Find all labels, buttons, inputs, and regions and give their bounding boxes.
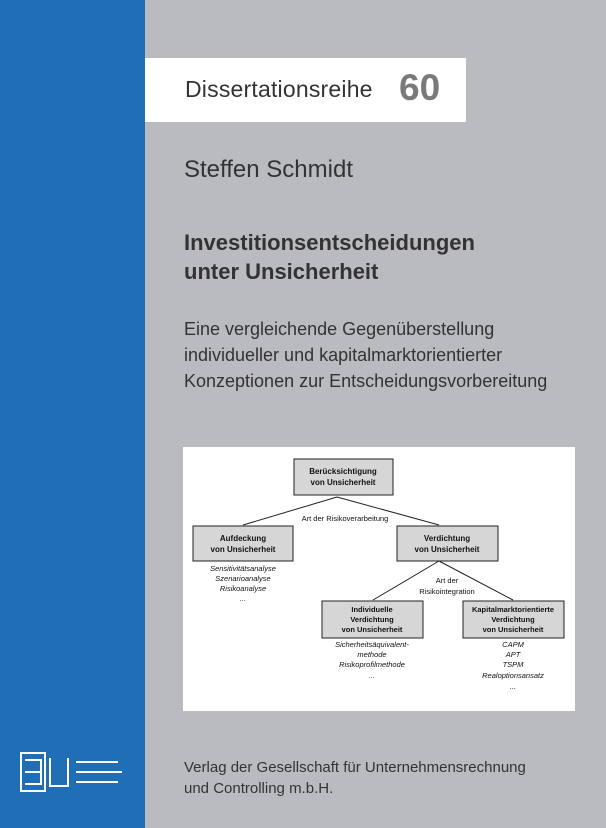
method-item: Szenarioanalyse: [215, 574, 271, 583]
method-item: ...: [509, 682, 517, 691]
method-item: ...: [239, 594, 247, 603]
method-item: methode: [357, 650, 387, 659]
kapitalmarkt-line: von Unsicherheit: [482, 625, 544, 634]
method-item: Risikoprofilmethode: [339, 660, 405, 669]
title-line: Investitionsentscheidungen: [184, 230, 475, 255]
individuell-node: [322, 601, 423, 638]
blue-spine: [0, 0, 145, 828]
edge-label-risikoverarbeitung: Art der Risikoverarbeitung: [301, 514, 389, 523]
subtitle-line: Eine vergleichende Gegenüberstellung: [184, 319, 495, 339]
series-number: 60: [399, 67, 441, 108]
subtitle-line: individueller und kapitalmarktorientierter: [184, 345, 503, 365]
root-line: von Unsicherheit: [310, 478, 376, 487]
kapitalmarkt-line: Verdichtung: [491, 615, 535, 624]
individuell-line: Verdichtung: [350, 615, 394, 624]
publisher-line: Verlag der Gesellschaft für Unternehmensrechnung: [184, 759, 526, 776]
series-label: Dissertationsreihe: [185, 76, 373, 102]
cover-diagram: [183, 447, 575, 711]
publisher-name: [184, 757, 584, 799]
book-subtitle: [184, 316, 594, 394]
kapitalmarkt-node: [463, 601, 564, 638]
root-node: [294, 459, 393, 495]
aufdeckung-methods: [210, 564, 276, 603]
book-title: [184, 228, 584, 286]
kapitalmarkt-methods: [482, 640, 544, 691]
method-item: CAPM: [502, 640, 524, 649]
aufdeckung-line: Aufdeckung: [219, 534, 267, 543]
method-item: Realoptionsansatz: [482, 671, 544, 680]
edge-label-risikointegration: Art der: [435, 576, 459, 585]
aufdeckung-node: [193, 526, 293, 561]
method-item: TSPM: [502, 660, 524, 669]
verdichtung-line: von Unsicherheit: [414, 545, 480, 554]
method-item: Risikoanalyse: [219, 584, 267, 593]
publisher-line: und Controlling m.b.H.: [184, 780, 334, 797]
verdichtung-node: [397, 526, 498, 561]
title-line: unter Unsicherheit: [184, 259, 379, 284]
edge-label-risikointegration: Risikointegration: [419, 587, 475, 596]
publisher-logo-icon: [20, 752, 125, 792]
author-name: Steffen Schmidt: [184, 156, 353, 183]
root-line: Berücksichtigung: [309, 467, 377, 476]
subtitle-line: Konzeptionen zur Entscheidungsvorbereitung: [184, 371, 548, 391]
method-item: APT: [505, 650, 521, 659]
method-item: Sensitivitätsanalyse: [210, 564, 276, 573]
method-item: Sicherheitsäquivalent-: [335, 640, 409, 649]
aufdeckung-line: von Unsicherheit: [210, 545, 276, 554]
individuell-methods: [335, 640, 409, 680]
individuell-line: Individuelle: [351, 605, 393, 614]
series-banner: [145, 58, 466, 122]
verdichtung-line: Verdichtung: [423, 534, 471, 543]
individuell-line: von Unsicherheit: [341, 625, 403, 634]
method-item: ...: [368, 671, 376, 680]
kapitalmarkt-line: Kapitalmarktorientierte: [471, 605, 555, 614]
